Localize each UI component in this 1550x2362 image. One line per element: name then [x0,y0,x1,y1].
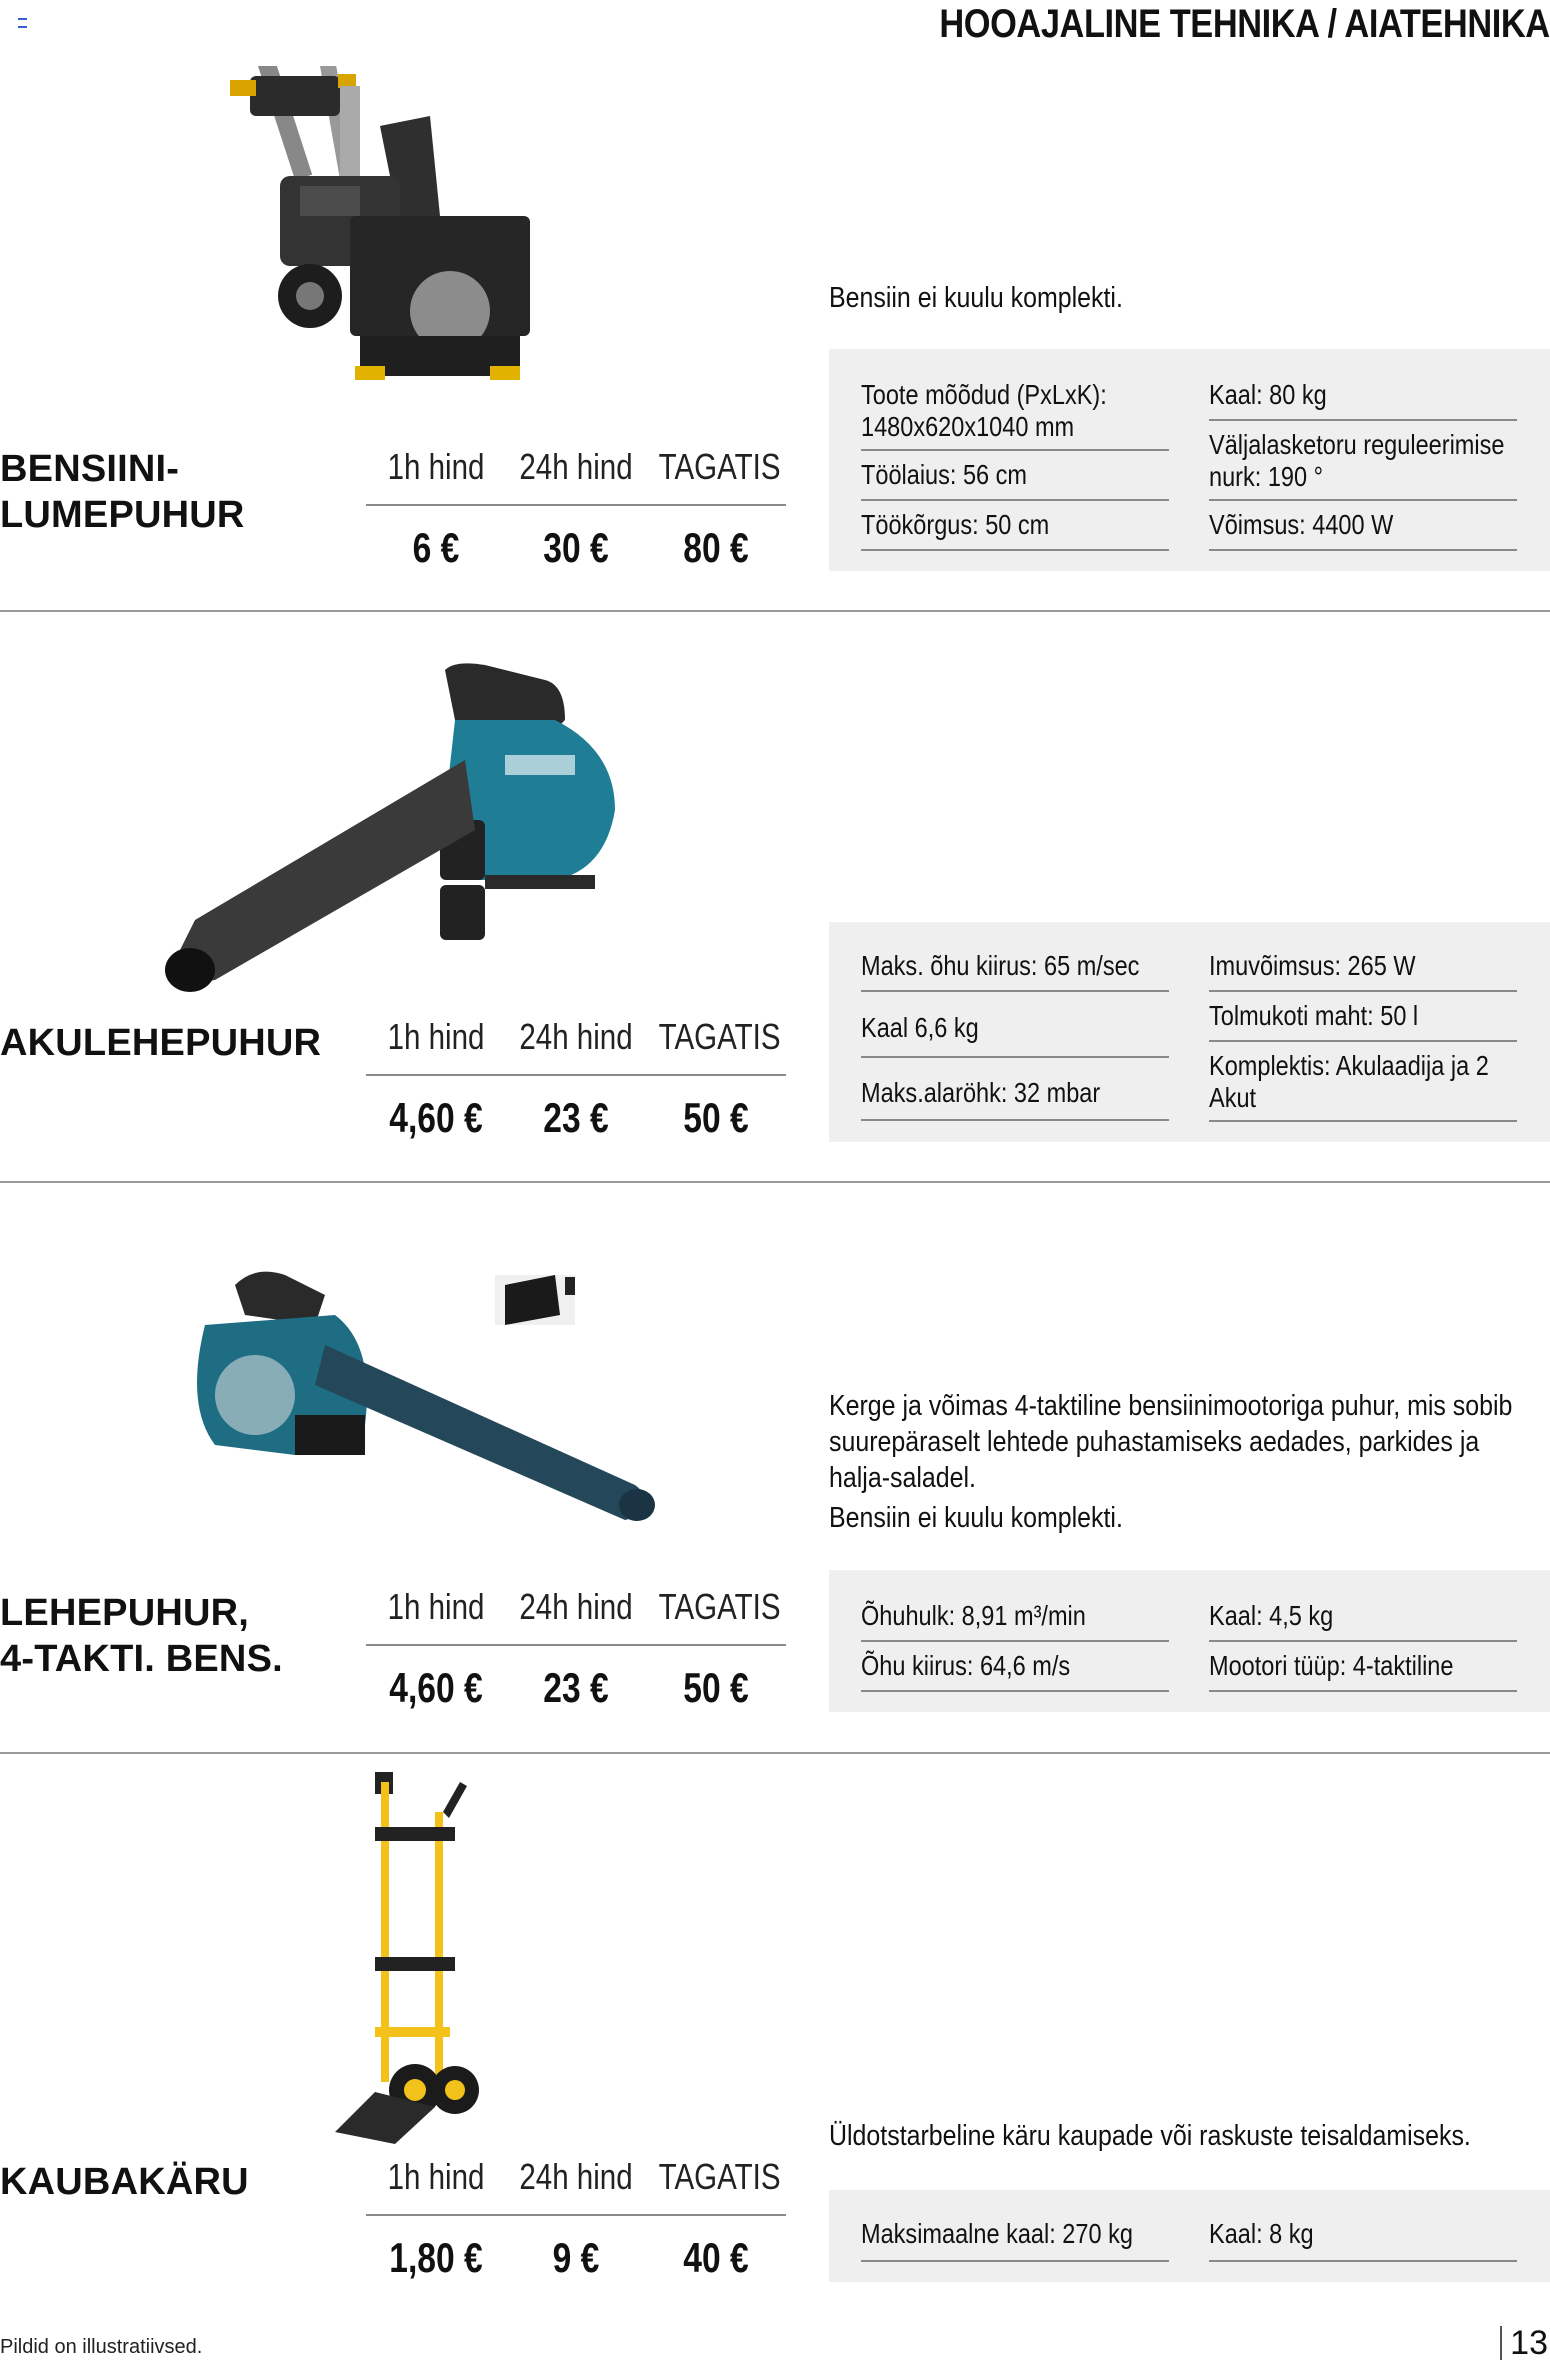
price-header-deposit: TAGATIS [658,446,781,487]
section-divider [0,1752,1550,1754]
price-1h: 1,80 € [389,2234,483,2281]
price-header-1h: 1h hind [387,1586,485,1627]
product-description [829,1388,1543,1536]
price-divider [366,2214,786,2216]
price-header-24h: 24h hind [519,1586,633,1627]
menu-icon [18,18,27,28]
footer-note: Pildid on illustratiivsed. [0,2336,203,2358]
price-header-1h: 1h hind [387,446,485,487]
price-deposit: 40 € [683,2234,749,2281]
spec-item: Imuvõimsus: 265 W [1209,950,1517,992]
description-line: Kerge ja võimas 4-taktiline bensiinimootoriga puhur, mis sobib suurepäraselt lehtede puhastamiseks aedades, parkides ja halja-saladel. [829,1390,1513,1494]
spec-item: Väljalasketoru reguleerimise nurk: 190 ° [1209,429,1517,501]
description-line: Bensiin ei kuulu komplekti. [829,1502,1123,1534]
price-24h: 23 € [543,1664,609,1711]
price-deposit: 80 € [683,524,749,571]
price-1h: 4,60 € [389,1094,483,1141]
petrol-blower-image [175,1255,665,1535]
price-divider [366,1074,786,1076]
spec-item: Õhu kiirus: 64,6 m/s [861,1650,1169,1692]
price-deposit: 50 € [683,1664,749,1711]
spec-item: Kaal 6,6 kg [861,1012,1169,1058]
spec-item: Kaal: 8 kg [1209,2218,1517,2262]
price-header-deposit: TAGATIS [658,1586,781,1627]
page-number: 13 [1500,2326,1548,2360]
product-name: KAUBAKÄRU [0,2161,249,2203]
price-header-24h: 24h hind [519,446,633,487]
product-description [829,280,1543,316]
price-header-24h: 24h hind [519,1016,633,1057]
battery-blower-image [155,660,635,1000]
spec-item: Mootori tüüp: 4-taktiline [1209,1650,1517,1692]
section-divider [0,610,1550,612]
spec-item: Töökõrgus: 50 cm [861,509,1169,551]
spec-item: Maks.alaröhk: 32 mbar [861,1077,1169,1121]
price-deposit: 50 € [683,1094,749,1141]
product-name: BENSIINI- LUMEPUHUR [0,448,245,536]
price-divider [366,1644,786,1646]
spec-item: Kaal: 80 kg [1209,379,1517,421]
spec-box [829,922,1550,1142]
description-line: Üldotstarbeline käru kaupade või raskuste teisaldamiseks. [829,2120,1471,2152]
spec-item: Võimsus: 4400 W [1209,509,1517,551]
price-1h: 4,60 € [389,1664,483,1711]
product-description [829,2118,1543,2154]
section-divider [0,1181,1550,1183]
spec-item: Kaal: 4,5 kg [1209,1600,1517,1642]
description-line: Bensiin ei kuulu komplekti. [829,282,1123,314]
price-header-deposit: TAGATIS [658,1016,781,1057]
price-1h: 6 € [412,524,460,571]
snowblower-image [200,66,560,426]
spec-box [829,1570,1550,1712]
spec-box [829,2190,1550,2282]
page-title: HOOAJALINE TEHNIKA / AIATEHNIKA [939,2,1550,46]
price-header-1h: 1h hind [387,2156,485,2197]
product-name: LEHEPUHUR, 4-TAKTI. BENS. [0,1592,283,1680]
price-24h: 9 € [552,2234,600,2281]
spec-item: Töölaius: 56 cm [861,459,1169,501]
price-header-24h: 24h hind [519,2156,633,2197]
price-24h: 30 € [543,524,609,571]
spec-item: Maks. õhu kiirus: 65 m/sec [861,950,1169,992]
price-header-1h: 1h hind [387,1016,485,1057]
price-header-deposit: TAGATIS [658,2156,781,2197]
price-24h: 23 € [543,1094,609,1141]
spec-item: Toote mõõdud (PxLxK): 1480x620x1040 mm [861,379,1169,451]
price-divider [366,504,786,506]
hand-truck-image [335,1772,495,2148]
spec-item: Õhuhulk: 8,91 m³/min [861,1600,1169,1642]
spec-item: Maksimaalne kaal: 270 kg [861,2218,1169,2262]
spec-box [829,349,1550,571]
spec-item: Komplektis: Akulaadija ja 2 Akut [1209,1050,1517,1122]
spec-item: Tolmukoti maht: 50 l [1209,1000,1517,1042]
product-name: AKULEHEPUHUR [0,1022,322,1064]
